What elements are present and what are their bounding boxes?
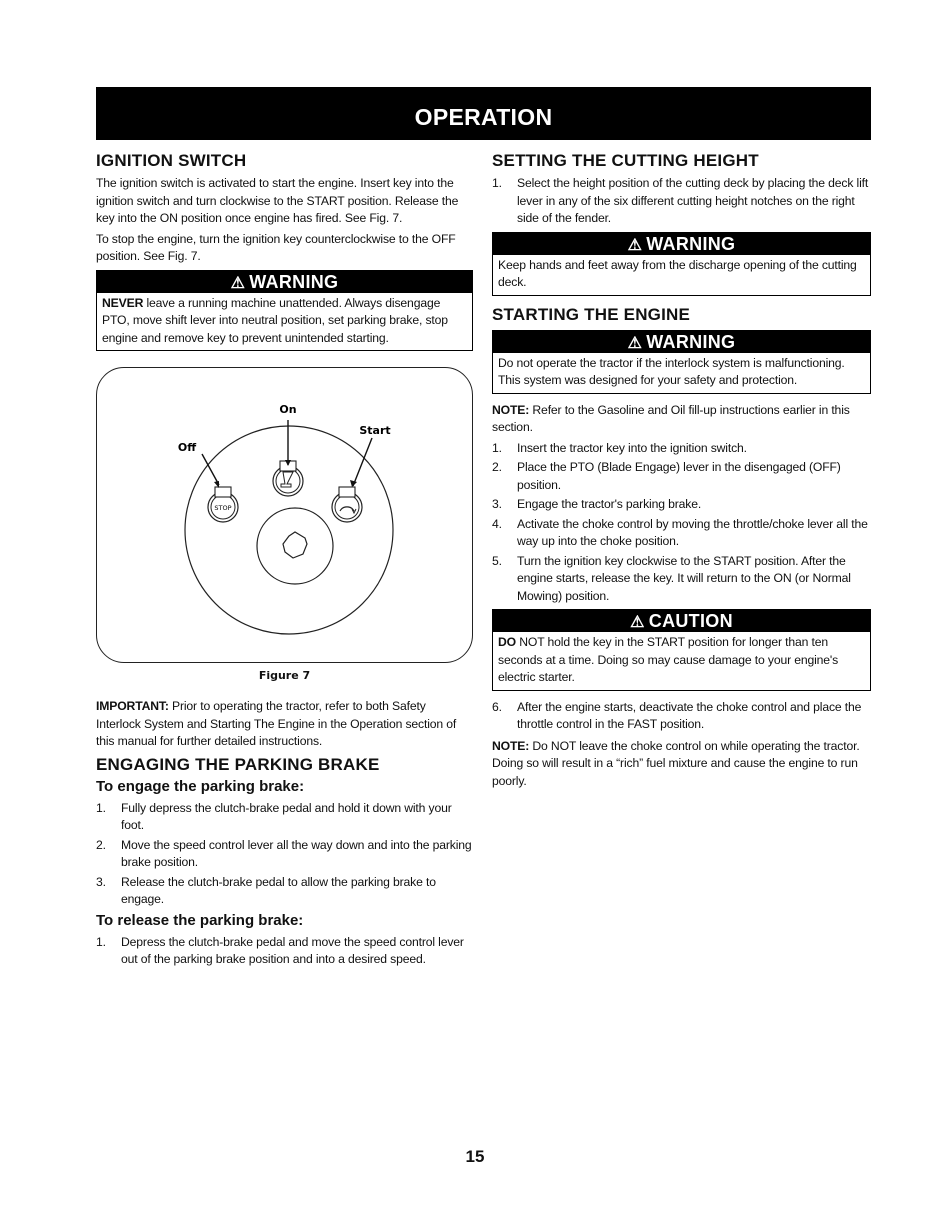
- note-choke: [492, 738, 871, 791]
- warning-header: [97, 271, 472, 293]
- release-steps-list: [96, 934, 473, 969]
- starting-steps-list: [492, 440, 871, 606]
- note-fillup: [492, 402, 871, 437]
- ignition-switch-heading: IGNITION SWITCH: [96, 151, 247, 170]
- note-bold: NOTE:: [492, 402, 530, 417]
- key-slot-circle: [257, 508, 333, 584]
- cutting-height-heading: SETTING THE CUTTING HEIGHT: [492, 151, 759, 170]
- warning-body: Do not operate the tractor if the interlock system is malfunctioning. This system was designed for your safety and protection.: [498, 355, 845, 387]
- caution-text: NOT hold the key in the START position for longer than ten seconds at a time. Doing so may cause damage to your engine's electric starter.: [498, 635, 839, 684]
- list-item: 1. Depress the clutch-brake pedal and move the speed control lever out of the parking brake position and into a desired speed.: [96, 934, 464, 966]
- ignition-para-2: To stop the engine, turn the ignition key counterclockwise to the OFF position. See Fig. 7.: [96, 231, 456, 263]
- ignition-para-1: The ignition switch is activated to start the engine. Insert key into the ignition switch and turn clockwise to the START position. Release the key into the ON position once engine has fired. See Fig. 7.: [96, 176, 459, 225]
- start-arrow: [353, 438, 372, 486]
- warning-text: leave a running machine unattended. Always disengage PTO, move shift lever into neutral position, set parking brake, stop engine and remove key to prevent unintended starting.: [102, 295, 448, 345]
- warning-box-discharge: [492, 232, 871, 296]
- starting-engine-heading: STARTING THE ENGINE: [492, 304, 691, 324]
- list-item: 3. Release the clutch-brake pedal to allow the parking brake to engage.: [96, 874, 436, 906]
- caution-box-starter: [492, 609, 871, 691]
- figure-caption: Figure 7: [258, 669, 311, 682]
- warning-triangle-icon: ⚠: [627, 334, 643, 352]
- warning-label: WARNING: [646, 331, 736, 352]
- stop-label: STOP: [214, 504, 232, 512]
- start-label: Start: [359, 424, 391, 437]
- warning-header: [493, 233, 870, 255]
- note-text: Do NOT leave the choke control on while operating the tractor. Doing so will result in a “rich” fuel mixture and cause the engine to run poorly.: [492, 738, 860, 788]
- engage-steps-list: [96, 800, 473, 909]
- release-subheading: To release the parking brake:: [96, 911, 304, 929]
- warning-box-interlock: [492, 330, 871, 394]
- warning-body: [97, 293, 472, 351]
- off-label: Off: [177, 441, 197, 454]
- warning-box-unattended: [96, 270, 473, 352]
- section-header: OPERATION: [96, 87, 871, 140]
- warning-label: WARNING: [646, 233, 736, 254]
- note-text: Refer to the Gasoline and Oil fill-up instructions earlier in this section.: [492, 402, 850, 434]
- start-position-icon: [332, 487, 362, 522]
- caution-body: [493, 632, 870, 690]
- list-item: 3. Engage the tractor's parking brake.: [492, 497, 702, 511]
- important-bold: IMPORTANT:: [96, 699, 169, 713]
- caution-triangle-icon: ⚠: [630, 614, 645, 631]
- caution-label: CAUTION: [648, 611, 733, 631]
- list-item: 1. Fully depress the clutch-brake pedal and hold it down with your foot.: [96, 800, 452, 832]
- ignition-switch-illustration: [97, 368, 474, 662]
- caution-bold: DO: [498, 635, 516, 649]
- starting-steps-list-continued: [492, 699, 871, 734]
- stop-position-icon: [208, 487, 238, 522]
- warning-label: WARNING: [249, 271, 339, 292]
- list-item: 2. Move the speed control lever all the way down and into the parking brake position.: [96, 837, 472, 869]
- important-text: Prior to operating the tractor, refer to both Safety Interlock System and Starting The Engine in the Operation section of this manual for further detailed instructions.: [96, 699, 457, 748]
- dial-outer-circle: [185, 426, 393, 634]
- warning-triangle-icon: ⚠: [230, 274, 246, 292]
- key-slot-icon: [283, 532, 307, 558]
- list-item: 2. Place the PTO (Blade Engage) lever in the disengaged (OFF) position.: [492, 460, 841, 492]
- list-item: 1. Insert the tractor key into the ignition switch.: [492, 440, 747, 455]
- page-number: 15: [465, 1147, 485, 1166]
- list-item: 6. After the engine starts, deactivate the choke control and place the throttle control in the FAST position.: [492, 699, 862, 731]
- caution-header: [493, 610, 870, 632]
- warning-bold: NEVER: [102, 295, 144, 310]
- engage-subheading: To engage the parking brake:: [96, 777, 305, 795]
- warning-header: [493, 331, 870, 353]
- warning-triangle-icon: ⚠: [627, 236, 643, 254]
- list-item: 4. Activate the choke control by moving the throttle/choke lever all the way up into the choke position.: [492, 516, 868, 548]
- left-column: [96, 150, 473, 971]
- list-item: 1. Select the height position of the cutting deck by placing the deck lift lever in any of the six different cutting height notches on the right side of the fender.: [492, 176, 869, 225]
- cutting-steps-list: [492, 175, 871, 228]
- right-column: [492, 150, 871, 790]
- note-bold: NOTE:: [492, 738, 530, 753]
- on-label: On: [279, 403, 297, 416]
- figure-7-ignition-diagram: [96, 367, 473, 663]
- on-position-icon: [273, 461, 303, 496]
- warning-body: Keep hands and feet away from the discharge opening of the cutting deck.: [498, 257, 857, 289]
- important-note: [96, 698, 473, 751]
- list-item: 5. Turn the ignition key clockwise to the START position. After the engine starts, release the key. It will return to the ON (or Normal Mowing) position.: [492, 553, 851, 603]
- parking-brake-heading: ENGAGING THE PARKING BRAKE: [96, 754, 380, 774]
